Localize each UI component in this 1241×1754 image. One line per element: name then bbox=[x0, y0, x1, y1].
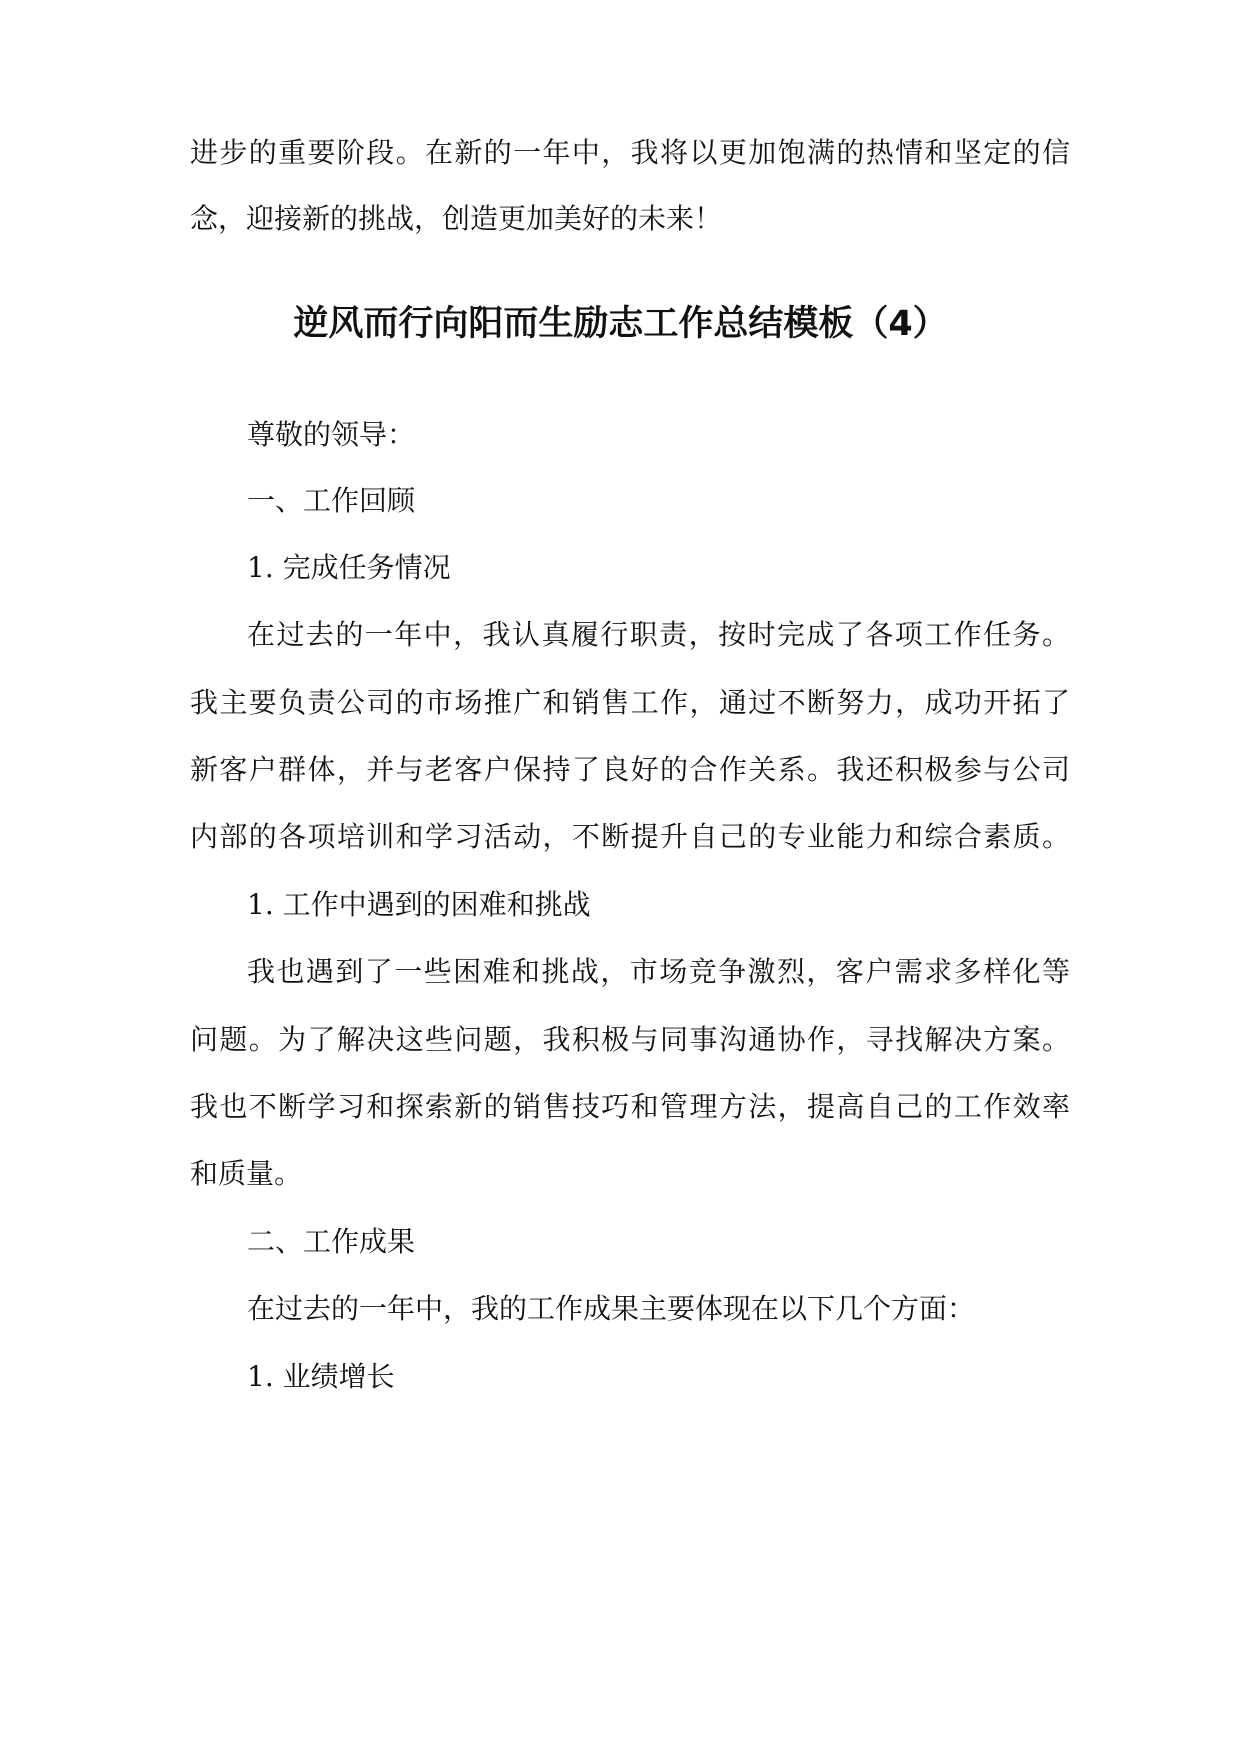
subsection-heading: 1. 完成任务情况 bbox=[247, 551, 451, 584]
paragraph-line: 内部的各项培训和学习活动，不断提升自己的专业能力和综合素质。 bbox=[190, 820, 1070, 853]
paragraph-line: 新客户群体，并与老客户保持了良好的合作关系。我还积极参与公司 bbox=[190, 753, 1070, 786]
salutation: 尊敬的领导： bbox=[247, 418, 416, 451]
paragraph-line: 在过去的一年中，我认真履行职责，按时完成了各项工作任务。 bbox=[247, 618, 1070, 651]
section-heading: 二、工作成果 bbox=[247, 1225, 416, 1258]
paragraph-line: 进步的重要阶段。在新的一年中，我将以更加饱满的热情和坚定的信 bbox=[190, 136, 1070, 169]
paragraph-line: 和质量。 bbox=[190, 1157, 303, 1190]
section-heading: 一、工作回顾 bbox=[247, 484, 416, 517]
paragraph-line: 问题。为了解决这些问题，我积极与同事沟通协作，寻找解决方案。 bbox=[190, 1023, 1070, 1056]
document-title: 逆风而行向阳而生励志工作总结模板（4） bbox=[293, 304, 948, 344]
paragraph-line: 我主要负责公司的市场推广和销售工作，通过不断努力，成功开拓了 bbox=[190, 686, 1070, 719]
subsection-heading: 1. 业绩增长 bbox=[247, 1360, 395, 1393]
subsection-heading: 1. 工作中遇到的困难和挑战 bbox=[247, 888, 591, 921]
paragraph-line: 我也不断学习和探索新的销售技巧和管理方法，提高自己的工作效率 bbox=[190, 1090, 1070, 1123]
paragraph-line: 我也遇到了一些困难和挑战，市场竞争激烈，客户需求多样化等 bbox=[247, 955, 1070, 988]
paragraph-line: 念，迎接新的挑战，创造更加美好的未来！ bbox=[190, 202, 723, 235]
paragraph-line: 在过去的一年中，我的工作成果主要体现在以下几个方面： bbox=[247, 1292, 976, 1325]
